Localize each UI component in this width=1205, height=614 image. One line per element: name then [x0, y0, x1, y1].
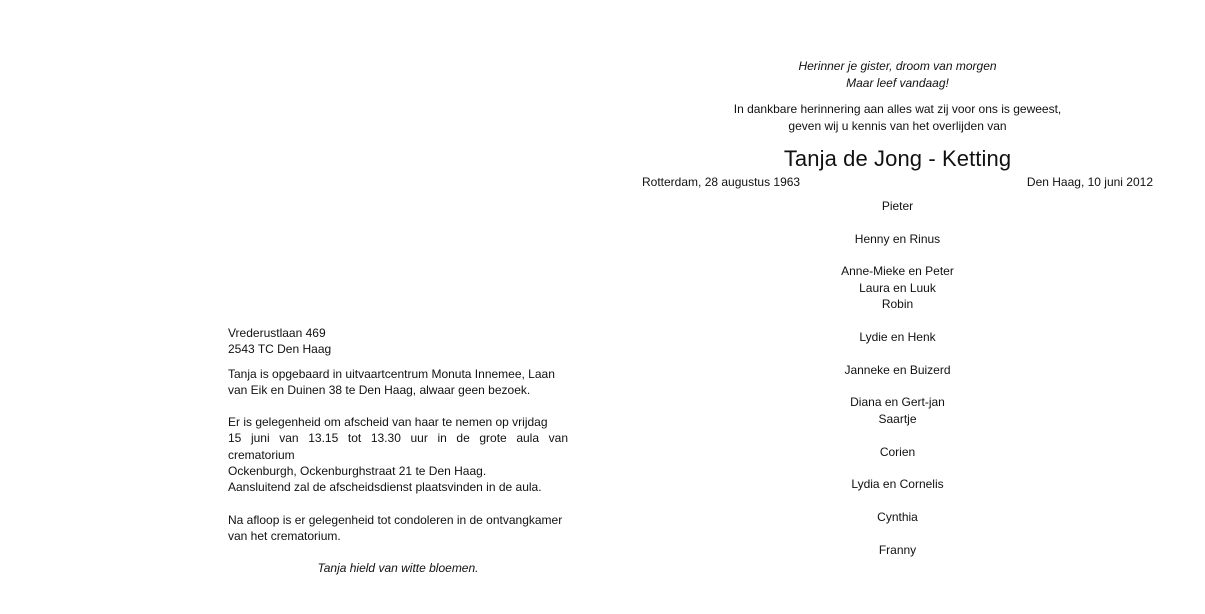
- condolence-line-1: Na afloop is er gelegenheid tot condoleren in de ontvangkamer: [228, 512, 563, 527]
- family-group: [640, 198, 1155, 215]
- quote-line-1: Herinner je gister, droom van morgen: [798, 59, 997, 73]
- family-member: Cynthia: [877, 510, 918, 524]
- family-group: [640, 231, 1155, 248]
- farewell-line-3: Ockenburgh, Ockenburghstraat 21 te Den Haag.: [228, 464, 487, 479]
- laid-out-line-2: van Eik en Duinen 38 te Den Haag, alwaar geen bezoek.: [228, 382, 531, 397]
- family-group: [640, 263, 1155, 313]
- family-member: Henny en Rinus: [854, 231, 941, 246]
- family-group: [640, 542, 1155, 559]
- family-group: [640, 444, 1155, 461]
- farewell-line-1: Er is gelegenheid om afscheid van haar te nemen op vrijdag: [228, 415, 548, 430]
- family-member: Laura en Luuk: [859, 280, 936, 295]
- family-member: Saartje: [878, 411, 917, 426]
- intro-line-1: In dankbare herinnering aan alles wat zij voor ons is geweest,: [733, 102, 1062, 116]
- farewell-paragraph: [228, 414, 568, 495]
- family-group: [640, 476, 1155, 493]
- family-member: Lydia en Cornelis: [851, 477, 944, 492]
- family-group: [640, 329, 1155, 346]
- condolence-paragraph: [228, 512, 568, 545]
- farewell-line-4: Aansluitend zal de afscheidsdienst plaatsvinden in de aula.: [228, 480, 542, 495]
- family-member: Diana en Gert-jan: [850, 395, 945, 410]
- family-member: Corien: [879, 444, 916, 459]
- announcement: [640, 58, 1155, 190]
- family-member: Franny: [878, 542, 917, 557]
- closing-note: Tanja hield van witte bloemen.: [317, 561, 479, 576]
- family-group: [640, 362, 1155, 379]
- family-group: [640, 509, 1155, 526]
- quote: [640, 58, 1155, 91]
- death-date: Den Haag, 10 juni 2012: [1026, 175, 1153, 189]
- family-list: [640, 198, 1155, 574]
- condolence-line-2: van het crematorium.: [228, 528, 341, 543]
- intro-text: [640, 101, 1155, 134]
- family-member: Anne-Mieke en Peter: [841, 264, 954, 279]
- address-street: Vrederustlaan 469: [228, 326, 326, 340]
- laid-out-paragraph: [228, 366, 568, 399]
- quote-line-2: Maar leef vandaag!: [846, 75, 949, 90]
- intro-line-2: geven wij u kennis van het overlijden van: [788, 118, 1007, 133]
- birth-date: Rotterdam, 28 augustus 1963: [642, 175, 801, 189]
- correspondence-address: [228, 325, 568, 358]
- family-member: Pieter: [881, 199, 914, 213]
- laid-out-line-1: Tanja is opgebaard in uitvaartcentrum Monuta Innemee, Laan: [228, 366, 555, 381]
- address-city: 2543 TC Den Haag: [228, 342, 332, 357]
- family-member: Janneke en Buizerd: [844, 362, 951, 377]
- family-member: Lydie en Henk: [859, 330, 936, 345]
- practical-info: [228, 325, 568, 577]
- family-group: [640, 394, 1155, 427]
- family-member: Robin: [881, 297, 914, 312]
- dates-row: [640, 174, 1155, 190]
- deceased-name: Tanja de Jong - Ketting: [783, 146, 1012, 171]
- farewell-line-2: 15 juni van 13.15 tot 13.30 uur in de grote aula van crematorium: [228, 431, 568, 462]
